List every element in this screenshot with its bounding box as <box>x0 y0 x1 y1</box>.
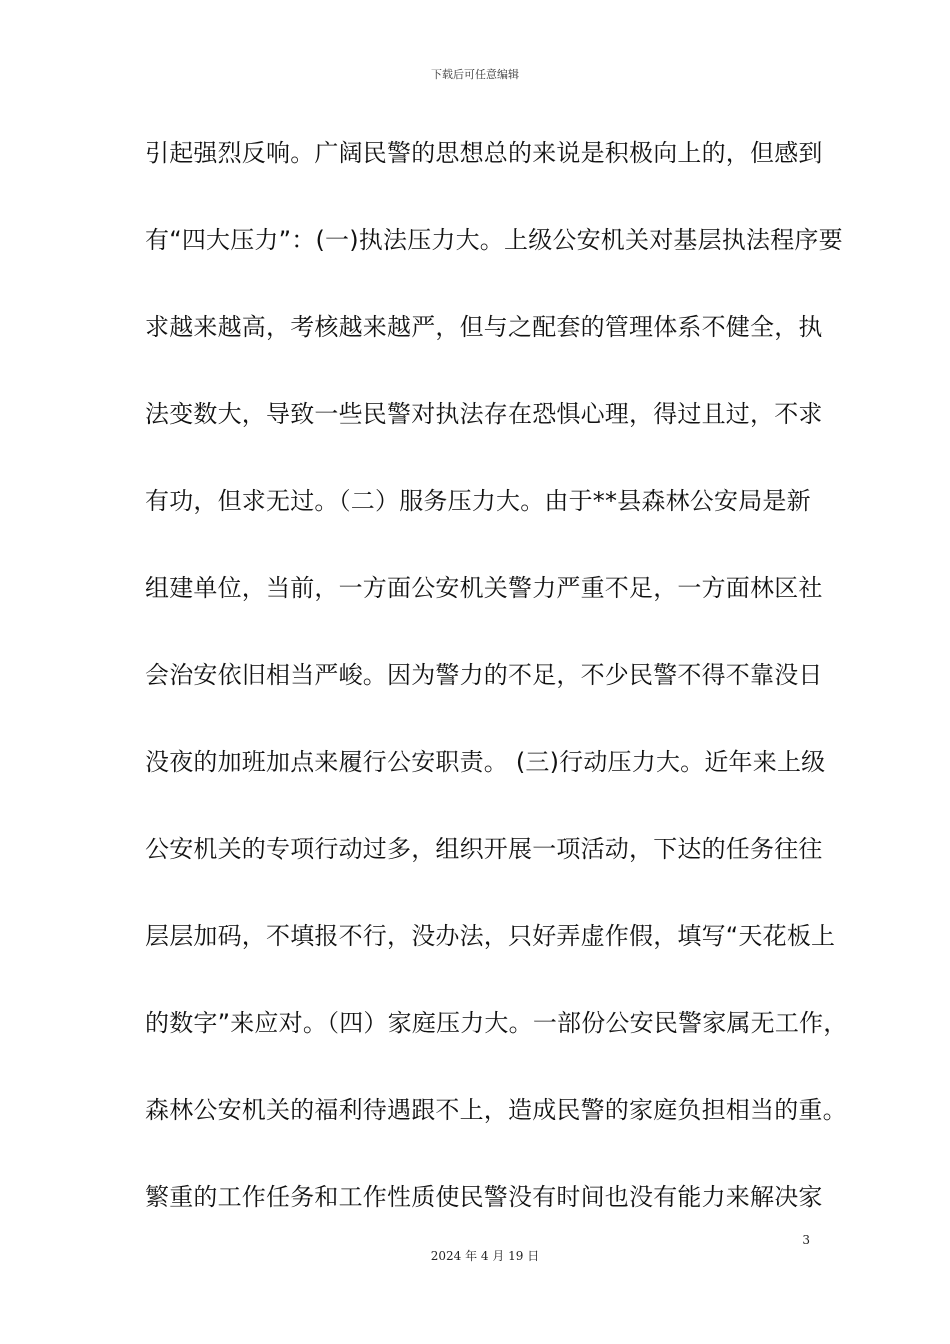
text-line: 的数字”来应对。（四）家庭压力大。一部份公安民警家属无工作， <box>145 1009 848 1037</box>
page-number: 3 <box>802 1233 810 1247</box>
text-line: 法变数大，导致一些民警对执法存在恐惧心理，得过且过，不求 <box>145 400 823 428</box>
text-line: 没夜的加班加点来履行公安职责。 (三)行动压力大。近年来上级 <box>145 748 826 776</box>
text-line: 有“四大压力”：(一)执法压力大。上级公安机关对基层执法程序要 <box>145 226 843 254</box>
text-line: 会治安依旧相当严峻。因为警力的不足，不少民警不得不靠没日 <box>145 661 823 689</box>
text-line: 组建单位，当前，一方面公安机关警力严重不足，一方面林区社 <box>145 574 823 602</box>
footer-date: 2024 年 4 月 19 日 <box>430 1249 540 1263</box>
text-line: 公安机关的专项行动过多，组织开展一项活动，下达的任务往往 <box>145 835 823 863</box>
text-line: 层层加码，不填报不行，没办法，只好弄虚作假，填写“天花板上 <box>145 922 836 950</box>
body-text <box>145 130 848 1261</box>
text-line: 引起强烈反响。广阔民警的思想总的来说是积极向上的，但感到 <box>145 139 823 167</box>
text-line: 求越来越高，考核越来越严，但与之配套的管理体系不健全，执 <box>145 313 823 341</box>
text-line: 繁重的工作任务和工作性质使民警没有时间也没有能力来解决家 <box>145 1183 823 1211</box>
header-note: 下载后可任意编辑 <box>431 68 519 81</box>
text-line: 森林公安机关的福利待遇跟不上，造成民警的家庭负担相当的重。 <box>145 1096 847 1124</box>
text-line: 有功，但求无过。（二）服务压力大。由于**县森林公安局是新 <box>145 487 811 515</box>
